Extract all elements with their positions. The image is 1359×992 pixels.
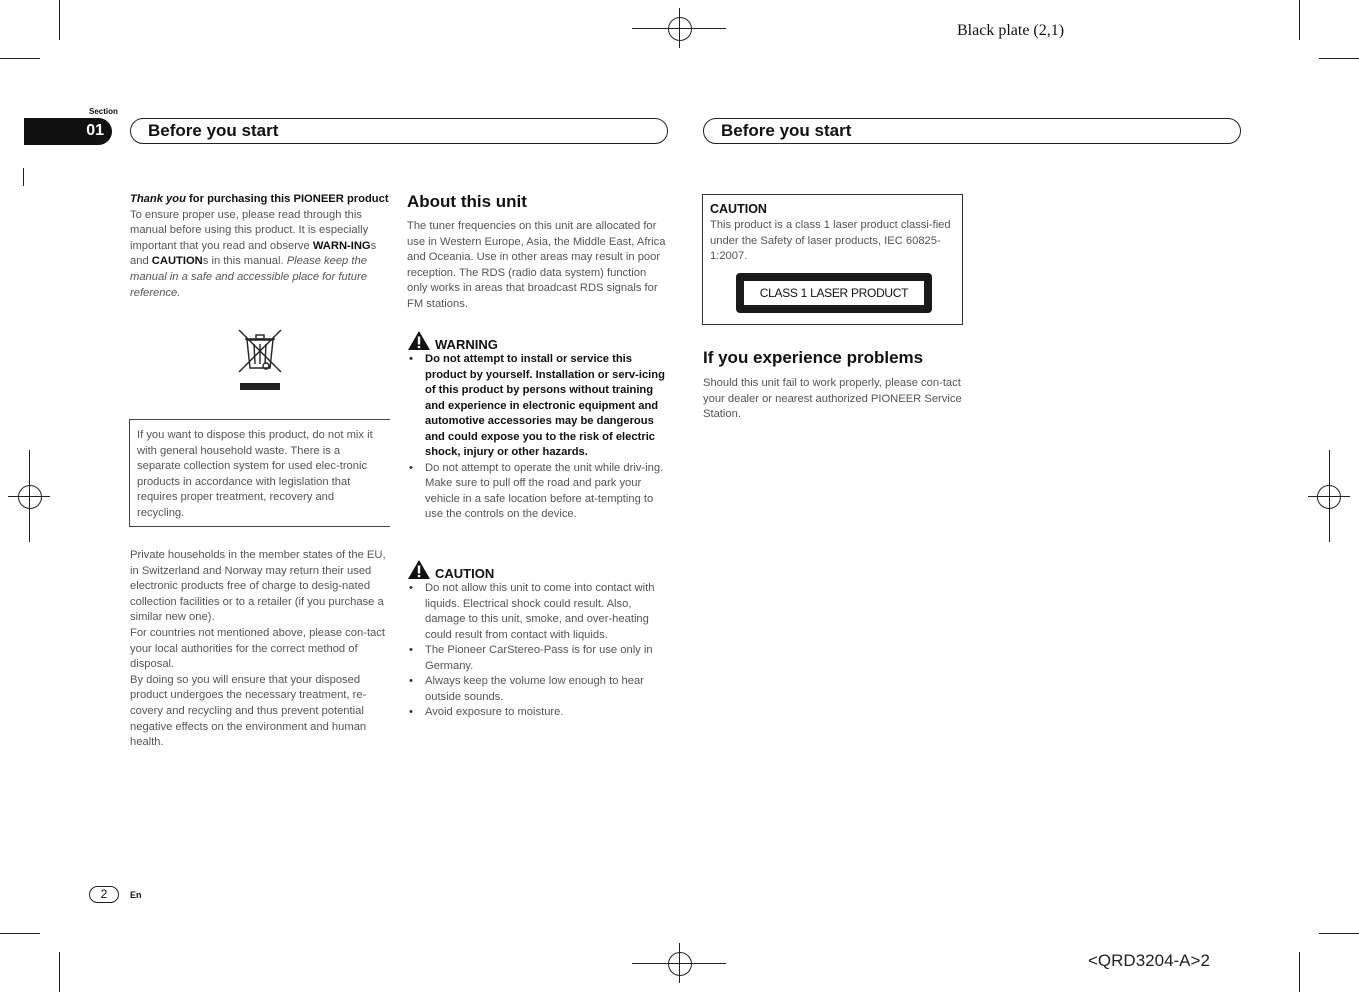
header-left [130, 118, 668, 144]
header-right [703, 118, 1241, 144]
page-number: 2 [89, 886, 119, 903]
caution-section [407, 559, 667, 721]
disposal-box [129, 419, 390, 527]
section-label: Section [89, 107, 118, 116]
list-item: • Always keep the volume low enough to hear outside sounds. [407, 674, 667, 705]
list-item: • Do not attempt to install or service this product by yourself. Installation or serv-icing of this product by persons without training and experience in electronic equipment and automotive accessories may be dangerous and could expose you to the risk of electric shock, injury or other hazards. [407, 352, 667, 461]
warning-triangle-icon [407, 559, 431, 580]
list-item: • The Pioneer CarStereo-Pass is for use only in Germany. [407, 643, 667, 674]
households-paragraph: For countries not mentioned above, please con-tact your local authorities for the correct method of disposal. [130, 626, 385, 671]
about-body: The tuner frequencies on this unit are allocated for use in Western Europe, Asia, the Middle East, Africa and Oceania. Use in other areas may result in poor reception. The RDS (radio data system) function only works in areas that broadcast RDS signals for FM stations. [407, 220, 666, 310]
intro-paragraph: To ensure proper use, please read through this manual before using this product. It is especially important that you read and observe WARN-INGs and CAUTIONs in this manual. Please keep the manual in a safe and accessible place for future reference. [130, 208, 377, 299]
laser-label [736, 273, 932, 313]
warning-triangle-icon [407, 330, 431, 351]
crop-mark [59, 952, 60, 992]
disposal-text: If you want to dispose this product, do not mix it with general household waste. There is a separate collection system for used elec-tronic products in accordance with legislation that requires proper treatment, recovery and recycling. [137, 429, 373, 519]
crop-mark [59, 0, 60, 40]
problems-title: If you experience problems [703, 348, 924, 367]
problems-body: Should this unit fail to work properly, please con-tact your dealer or nearest authorized PIONEER Service Station. [703, 377, 962, 421]
households-paragraph: Private households in the member states of the EU, in Switzerland and Norway may return their used electronic products free of charge to desig-nated collection facilities or to a retailer (if you purchase a similar new one). [130, 549, 386, 624]
about-section [407, 192, 667, 313]
households-paragraph: By doing so you will ensure that your disposed product undergoes the necessary treatment, re-covery and recycling and thus prevent potential negative effects on the environment and human health. [130, 673, 367, 749]
list-item: • Avoid exposure to moisture. [407, 705, 667, 721]
intro-section [130, 192, 392, 301]
laser-label-text: CLASS 1 LASER PRODUCT [744, 281, 924, 305]
crop-mark [0, 933, 40, 934]
warning-list [407, 352, 667, 523]
page-title: Before you start [148, 121, 279, 140]
laser-caution-body: This product is a class 1 laser product classi-fied under the Safety of laser products, IEC 60825-1:2007. [710, 219, 951, 263]
crop-mark [0, 58, 40, 59]
document-code: <QRD3204-A>2 [1088, 951, 1210, 970]
warning-section [407, 330, 667, 523]
crop-mark [1299, 0, 1300, 40]
problems-section [703, 348, 968, 423]
list-item: • Do not attempt to operate the unit while driv-ing. Make sure to pull off the road and park your vehicle in a safe location before at-tempting to use the controls on the device. [407, 461, 667, 523]
households-section [130, 548, 392, 751]
crossed-bin-icon [237, 328, 283, 397]
intro-heading: Thank you for purchasing this PIONEER product [130, 193, 389, 205]
laser-caution-title: CAUTION [710, 202, 767, 216]
plate-label: Black plate (2,1) [957, 22, 1065, 39]
section-number: 01 [86, 122, 104, 139]
crop-mark [1299, 952, 1300, 992]
crop-mark [1319, 933, 1359, 934]
section-badge [24, 118, 112, 145]
list-item: • Do not allow this unit to come into contact with liquids. Electrical shock could result. Also, damage to this unit, smoke, and over-heating could result from contact with liquids. [407, 581, 667, 643]
about-title: About this unit [407, 192, 527, 211]
language-label: En [130, 890, 142, 900]
laser-caution-box [702, 194, 963, 325]
page-title: Before you start [721, 121, 852, 140]
crop-mark [23, 168, 24, 186]
caution-heading: CAUTION [407, 559, 667, 580]
caution-list [407, 581, 667, 721]
crop-mark [1319, 58, 1359, 59]
warning-heading: WARNING [407, 330, 667, 351]
